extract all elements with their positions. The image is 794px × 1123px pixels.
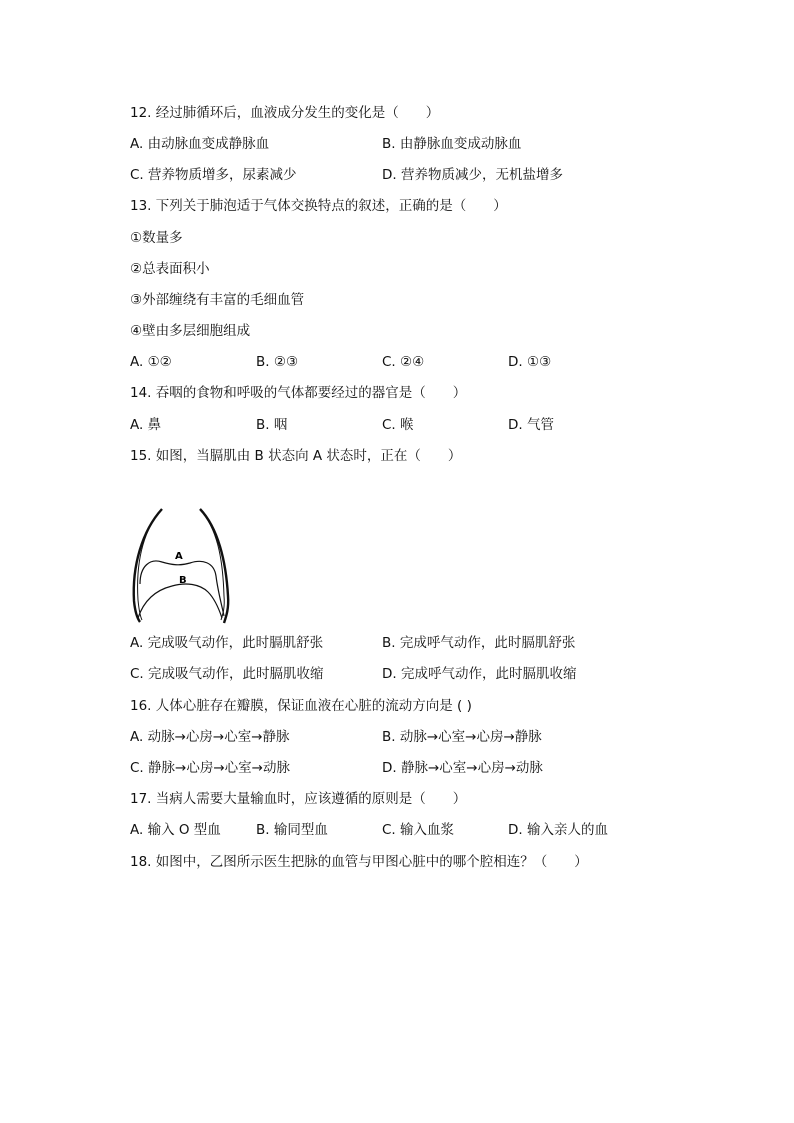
question-14-option-b: B. 咽 bbox=[256, 417, 288, 433]
question-17-option-b: B. 输同型血 bbox=[256, 822, 328, 838]
question-12-option-d: D. 营养物质减少，无机盐增多 bbox=[382, 167, 563, 183]
question-17-option-d: D. 输入亲人的血 bbox=[508, 822, 608, 838]
question-12-option-b: B. 由静脉血变成动脉血 bbox=[382, 136, 522, 152]
question-13-option-a: A. ①② bbox=[130, 354, 172, 370]
question-14-option-c: C. 喉 bbox=[382, 417, 414, 433]
question-17-stem: 17. 当病人需要大量输血时，应该遵循的原则是（ ） bbox=[130, 791, 467, 807]
diaphragm-diagram bbox=[128, 506, 240, 624]
question-13-item-4: ④壁由多层细胞组成 bbox=[130, 323, 251, 339]
question-16-option-d: D. 静脉→心室→心房→动脉 bbox=[382, 760, 543, 776]
question-16-stem: 16. 人体心脏存在瓣膜，保证血液在心脏的流动方向是 ( ) bbox=[130, 698, 472, 714]
question-12-stem: 12. 经过肺循环后，血液成分发生的变化是（ ） bbox=[130, 105, 440, 121]
label-b: B bbox=[179, 575, 187, 586]
question-16-option-b: B. 动脉→心室→心房→静脉 bbox=[382, 729, 542, 745]
question-16-option-a: A. 动脉→心房→心室→静脉 bbox=[130, 729, 290, 745]
question-12-option-c: C. 营养物质增多，尿素减少 bbox=[130, 167, 297, 183]
question-16-option-c: C. 静脉→心房→心室→动脉 bbox=[130, 760, 290, 776]
question-15-stem: 15. 如图，当膈肌由 B 状态向 A 状态时，正在（ ） bbox=[130, 448, 462, 464]
question-13-item-3: ③外部缠绕有丰富的毛细血管 bbox=[130, 292, 305, 308]
label-a: A bbox=[175, 551, 183, 562]
question-13-option-d: D. ①③ bbox=[508, 354, 552, 370]
question-13-option-c: C. ②④ bbox=[382, 354, 425, 370]
left-chest-wall bbox=[134, 509, 162, 622]
diaphragm-figure bbox=[128, 506, 240, 624]
question-17-option-a: A. 输入 O 型血 bbox=[130, 822, 221, 838]
question-15-option-b: B. 完成呼气动作，此时膈肌舒张 bbox=[382, 635, 576, 651]
diaphragm-state-b bbox=[138, 584, 222, 618]
question-14-option-d: D. 气管 bbox=[508, 417, 554, 433]
question-13-option-b: B. ②③ bbox=[256, 354, 299, 370]
question-14-stem: 14. 吞咽的食物和呼吸的气体都要经过的器官是（ ） bbox=[130, 385, 467, 401]
question-15-option-c: C. 完成吸气动作，此时膈肌收缩 bbox=[130, 666, 324, 682]
question-13-item-2: ②总表面积小 bbox=[130, 261, 210, 277]
question-13-stem: 13. 下列关于肺泡适于气体交换特点的叙述，正确的是（ ） bbox=[130, 198, 507, 214]
question-15-option-a: A. 完成吸气动作，此时膈肌舒张 bbox=[130, 635, 324, 651]
question-14-option-a: A. 鼻 bbox=[130, 417, 162, 433]
diaphragm-state-a bbox=[140, 561, 224, 616]
question-13-item-1: ①数量多 bbox=[130, 230, 183, 246]
question-17-option-c: C. 输入血浆 bbox=[382, 822, 455, 838]
question-18-stem: 18. 如图中，乙图所示医生把脉的血管与甲图心脏中的哪个腔相连？（ ） bbox=[130, 854, 588, 870]
question-15-option-d: D. 完成呼气动作，此时膈肌收缩 bbox=[382, 666, 577, 682]
question-12-option-a: A. 由动脉血变成静脉血 bbox=[130, 136, 270, 152]
